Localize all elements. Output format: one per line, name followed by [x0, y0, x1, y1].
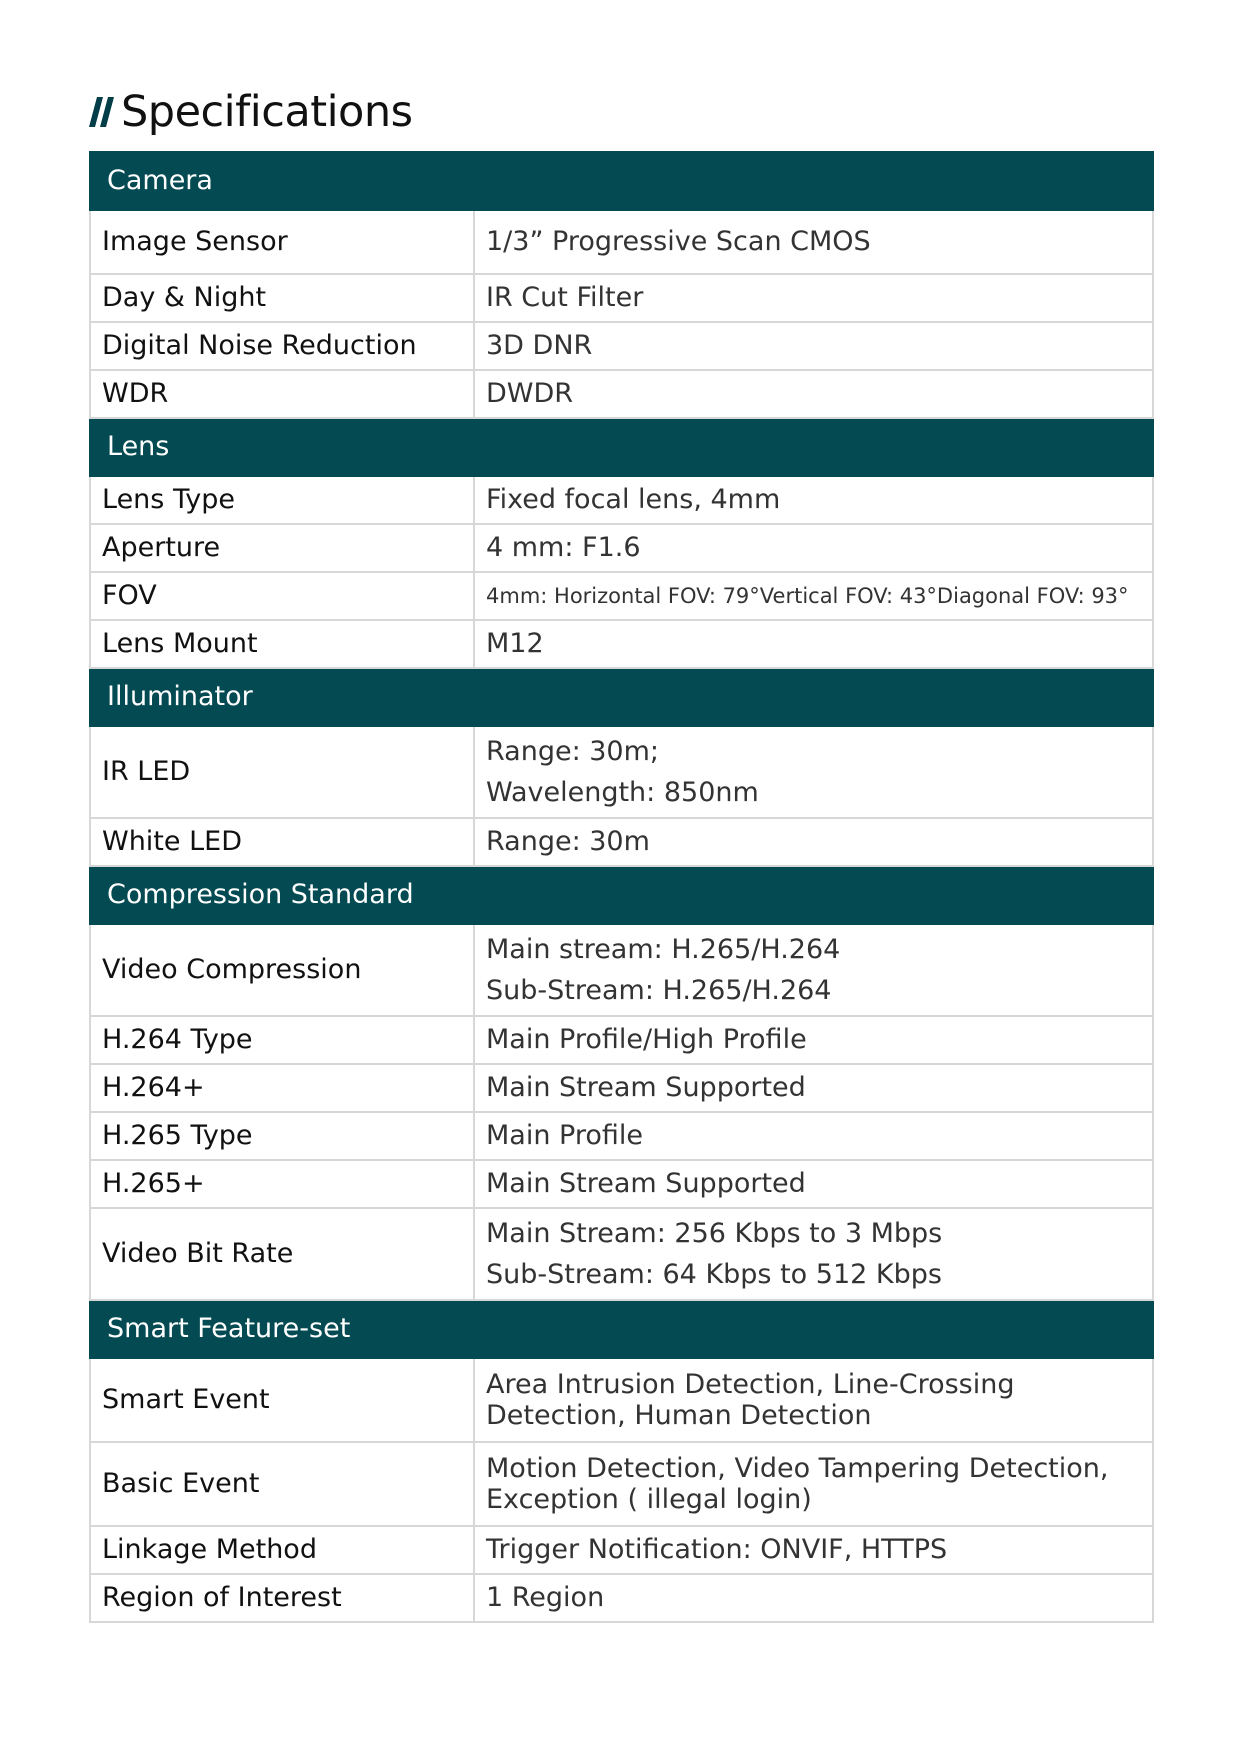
spec-value [474, 476, 1153, 524]
spec-row [90, 274, 1153, 322]
spec-value [474, 524, 1153, 572]
spec-value [474, 818, 1153, 866]
section-title: Compression Standard [90, 866, 1153, 924]
spec-value-line: Range: 30m; [486, 735, 660, 767]
spec-row [90, 1112, 1153, 1160]
spec-value [474, 370, 1153, 418]
spec-row [90, 1442, 1153, 1526]
spec-value-line: Wavelength: 850nm [486, 777, 759, 808]
spec-value [474, 620, 1153, 668]
spec-label: Digital Noise Reduction [90, 322, 474, 370]
spec-value-line: IR Cut Filter [486, 282, 644, 314]
page-title: Specifications [121, 87, 413, 137]
spec-label: IR LED [90, 726, 474, 818]
spec-value [474, 322, 1153, 370]
spec-value-line: Main Stream Supported [486, 1168, 806, 1200]
specifications-table [89, 151, 1154, 1623]
spec-row [90, 322, 1153, 370]
spec-row [90, 1526, 1153, 1574]
spec-label: H.264 Type [90, 1016, 474, 1064]
section-header [90, 668, 1153, 726]
spec-row [90, 1064, 1153, 1112]
spec-row [90, 1016, 1153, 1064]
section-header [90, 866, 1153, 924]
spec-value-line: Main Stream: 256 Kbps to 3 Mbps [486, 1217, 943, 1249]
spec-value-line: DWDR [486, 378, 574, 410]
spec-value [474, 274, 1153, 322]
spec-value [474, 726, 1153, 818]
spec-value [474, 210, 1153, 274]
spec-row [90, 210, 1153, 274]
spec-value-line: Fixed focal lens, 4mm [486, 484, 781, 516]
spec-value [474, 1442, 1153, 1526]
spec-value-line: 1/3” Progressive Scan CMOS [486, 226, 871, 258]
spec-value [474, 1208, 1153, 1300]
section-title: Lens [90, 418, 1153, 476]
spec-value-line: 1 Region [486, 1582, 605, 1614]
spec-value-line: Area Intrusion Detection, Line-Crossing Detection, Human Detection [486, 1368, 1015, 1431]
spec-label: Aperture [90, 524, 474, 572]
spec-row [90, 924, 1153, 1016]
spec-row [90, 818, 1153, 866]
spec-row [90, 620, 1153, 668]
spec-label: Image Sensor [90, 210, 474, 274]
spec-row [90, 370, 1153, 418]
spec-row [90, 476, 1153, 524]
spec-value-line: 3D DNR [486, 330, 593, 362]
spec-label: Video Compression [90, 924, 474, 1016]
section-title: Illuminator [90, 668, 1153, 726]
spec-row [90, 1358, 1153, 1442]
page-header [89, 82, 412, 142]
spec-label: H.265 Type [90, 1112, 474, 1160]
spec-value-line: Motion Detection, Video Tampering Detection, Exception ( illegal login) [486, 1452, 1109, 1515]
spec-value [474, 1526, 1153, 1574]
spec-value-line: Sub-Stream: H.265/H.264 [486, 975, 832, 1006]
spec-label: Lens Type [90, 476, 474, 524]
spec-value [474, 924, 1153, 1016]
spec-value [474, 1160, 1153, 1208]
section-header [90, 418, 1153, 476]
spec-value-line: Range: 30m [486, 826, 650, 858]
spec-row [90, 1160, 1153, 1208]
spec-value-line: Main Profile [486, 1120, 643, 1152]
spec-label: Lens Mount [90, 620, 474, 668]
spec-value-line: Trigger Notification: ONVIF, HTTPS [486, 1534, 948, 1566]
spec-label: Video Bit Rate [90, 1208, 474, 1300]
spec-label: Region of Interest [90, 1574, 474, 1622]
spec-row [90, 1208, 1153, 1300]
spec-row [90, 572, 1153, 620]
spec-label: H.264+ [90, 1064, 474, 1112]
spec-value [474, 1064, 1153, 1112]
spec-value [474, 1358, 1153, 1442]
spec-label: H.265+ [90, 1160, 474, 1208]
spec-label: Linkage Method [90, 1526, 474, 1574]
spec-label: Smart Event [90, 1358, 474, 1442]
spec-value-line: Main Profile/High Profile [486, 1024, 807, 1056]
spec-value-line: 4 mm: F1.6 [486, 532, 641, 564]
spec-label: WDR [90, 370, 474, 418]
spec-label: FOV [90, 572, 474, 620]
spec-label: Day & Night [90, 274, 474, 322]
spec-value [474, 1574, 1153, 1622]
section-title: Smart Feature-set [90, 1300, 1153, 1358]
spec-value [474, 572, 1153, 620]
spec-value-line: M12 [486, 628, 544, 660]
spec-value [474, 1016, 1153, 1064]
spec-row [90, 1574, 1153, 1622]
section-title: Camera [90, 152, 1153, 210]
spec-value-line: 4mm: Horizontal FOV: 79°Vertical FOV: 43°Diagonal FOV: 93° [486, 583, 1129, 608]
double-slash-icon [89, 97, 115, 127]
spec-value-line: Sub-Stream: 64 Kbps to 512 Kbps [486, 1259, 942, 1290]
spec-label: White LED [90, 818, 474, 866]
section-header [90, 152, 1153, 210]
spec-value [474, 1112, 1153, 1160]
section-header [90, 1300, 1153, 1358]
spec-value-line: Main Stream Supported [486, 1072, 806, 1104]
spec-row [90, 726, 1153, 818]
spec-row [90, 524, 1153, 572]
spec-value-line: Main stream: H.265/H.264 [486, 933, 841, 965]
spec-label: Basic Event [90, 1442, 474, 1526]
